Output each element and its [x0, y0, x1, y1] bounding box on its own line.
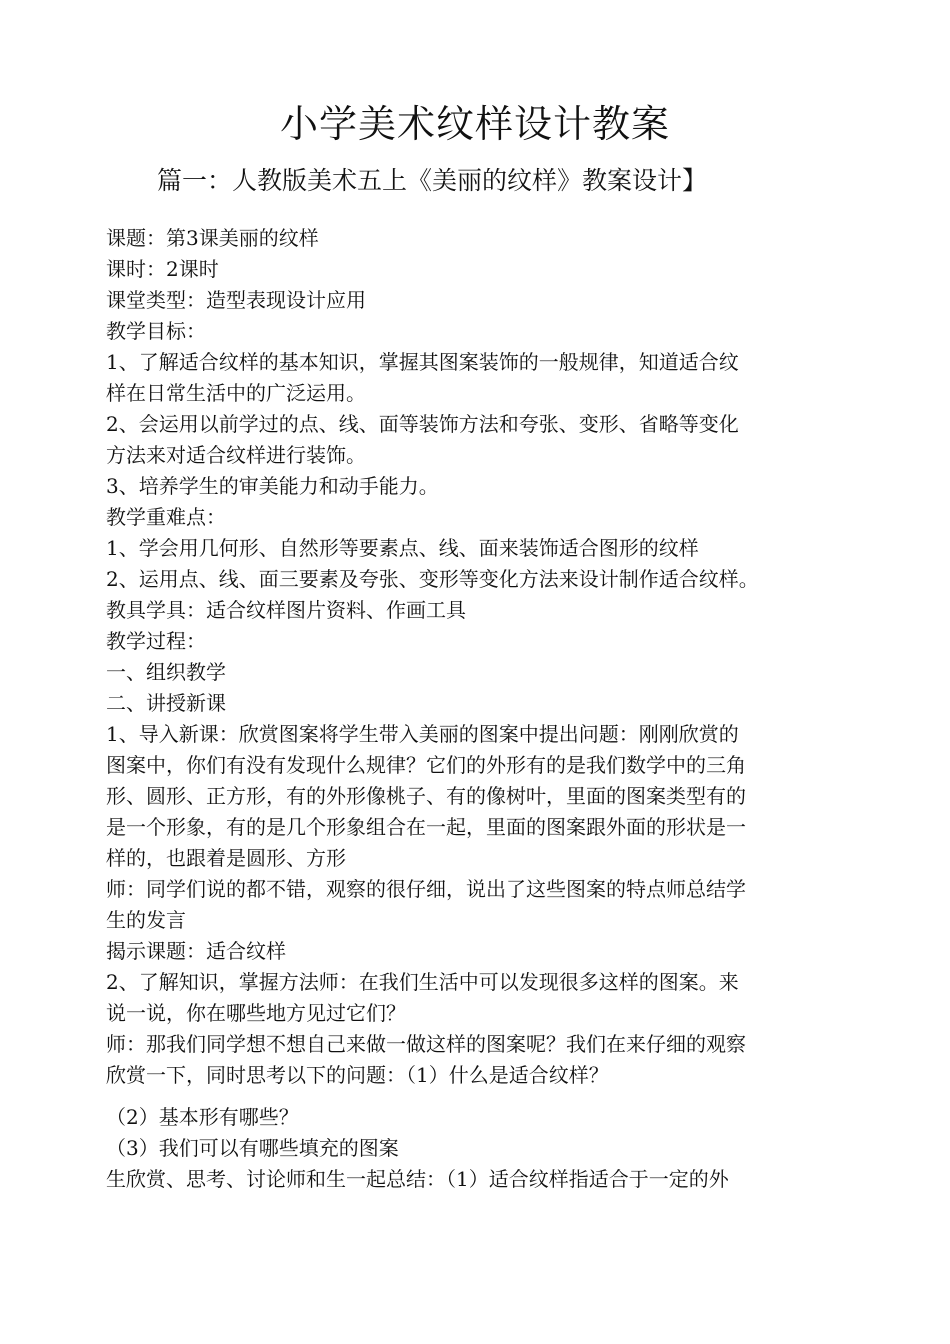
- text-line: 生的发言: [106, 908, 186, 932]
- text-line: 教学重难点：: [106, 505, 226, 529]
- text-line: 说一说，你在哪些地方见过它们？: [106, 1001, 406, 1025]
- text-line: 2、运用点、线、面三要素及夸张、变形等变化方法来设计制作适合纹样。: [106, 567, 759, 591]
- text-line: 1、学会用几何形、自然形等要素点、线、面来装饰适合图形的纹样: [106, 536, 699, 560]
- text-line: 2、会运用以前学过的点、线、面等装饰方法和夸张、变形、省略等变化: [106, 412, 739, 436]
- text-line: 一、组织教学: [106, 660, 226, 684]
- text-line: 教学过程：: [106, 629, 206, 653]
- document-subtitle: 篇一：人教版美术五上《美丽的纹样》教案设计】: [157, 166, 708, 195]
- text-line: 方法来对适合纹样进行装饰。: [106, 443, 366, 467]
- text-line: 是一个形象，有的是几个形象组合在一起，里面的图案跟外面的形状是一: [106, 815, 746, 839]
- text-line: 形、圆形、正方形，有的外形像桃子、有的像树叶，里面的图案类型有的: [106, 784, 746, 808]
- text-line: 教具学具：适合纹样图片资料、作画工具: [106, 598, 466, 622]
- text-line: 师：同学们说的都不错，观察的很仔细，说出了这些图案的特点师总结学: [106, 877, 746, 901]
- text-line: 欣赏一下，同时思考以下的问题：（1）什么是适合纹样？: [106, 1063, 609, 1087]
- text-line: （3）我们可以有哪些填充的图案: [106, 1136, 399, 1160]
- document-title: 小学美术纹样设计教案: [279, 102, 670, 146]
- text-line: 二、讲授新课: [106, 691, 226, 715]
- text-line: 1、了解适合纹样的基本知识，掌握其图案装饰的一般规律，知道适合纹: [106, 350, 739, 374]
- text-line: 3、培养学生的审美能力和动手能力。: [106, 474, 439, 498]
- text-line: 样在日常生活中的广泛运用。: [106, 381, 366, 405]
- document-body: [106, 223, 886, 1195]
- text-line: （2）基本形有哪些？: [106, 1105, 299, 1129]
- text-line: 课时：2课时: [106, 257, 219, 281]
- text-line: 图案中，你们有没有发现什么规律？它们的外形有的是我们数学中的三角: [106, 753, 746, 777]
- text-line: 样的，也跟着是圆形、方形: [106, 846, 346, 870]
- text-line: 课堂类型：造型表现设计应用: [106, 288, 366, 312]
- text-line: 师：那我们同学想不想自己来做一做这样的图案呢？我们在来仔细的观察: [106, 1032, 746, 1056]
- text-line: 1、导入新课：欣赏图案将学生带入美丽的图案中提出问题：刚刚欣赏的: [106, 722, 739, 746]
- text-line: 2、了解知识，掌握方法师：在我们生活中可以发现很多这样的图案。来: [106, 970, 739, 994]
- text-line: 生欣赏、思考、讨论师和生一起总结：（1）适合纹样指适合于一定的外: [106, 1167, 729, 1191]
- text-line: 教学目标：: [106, 319, 206, 343]
- text-line: 揭示课题：适合纹样: [106, 939, 286, 963]
- text-line: 课题：第3课美丽的纹样: [106, 226, 319, 250]
